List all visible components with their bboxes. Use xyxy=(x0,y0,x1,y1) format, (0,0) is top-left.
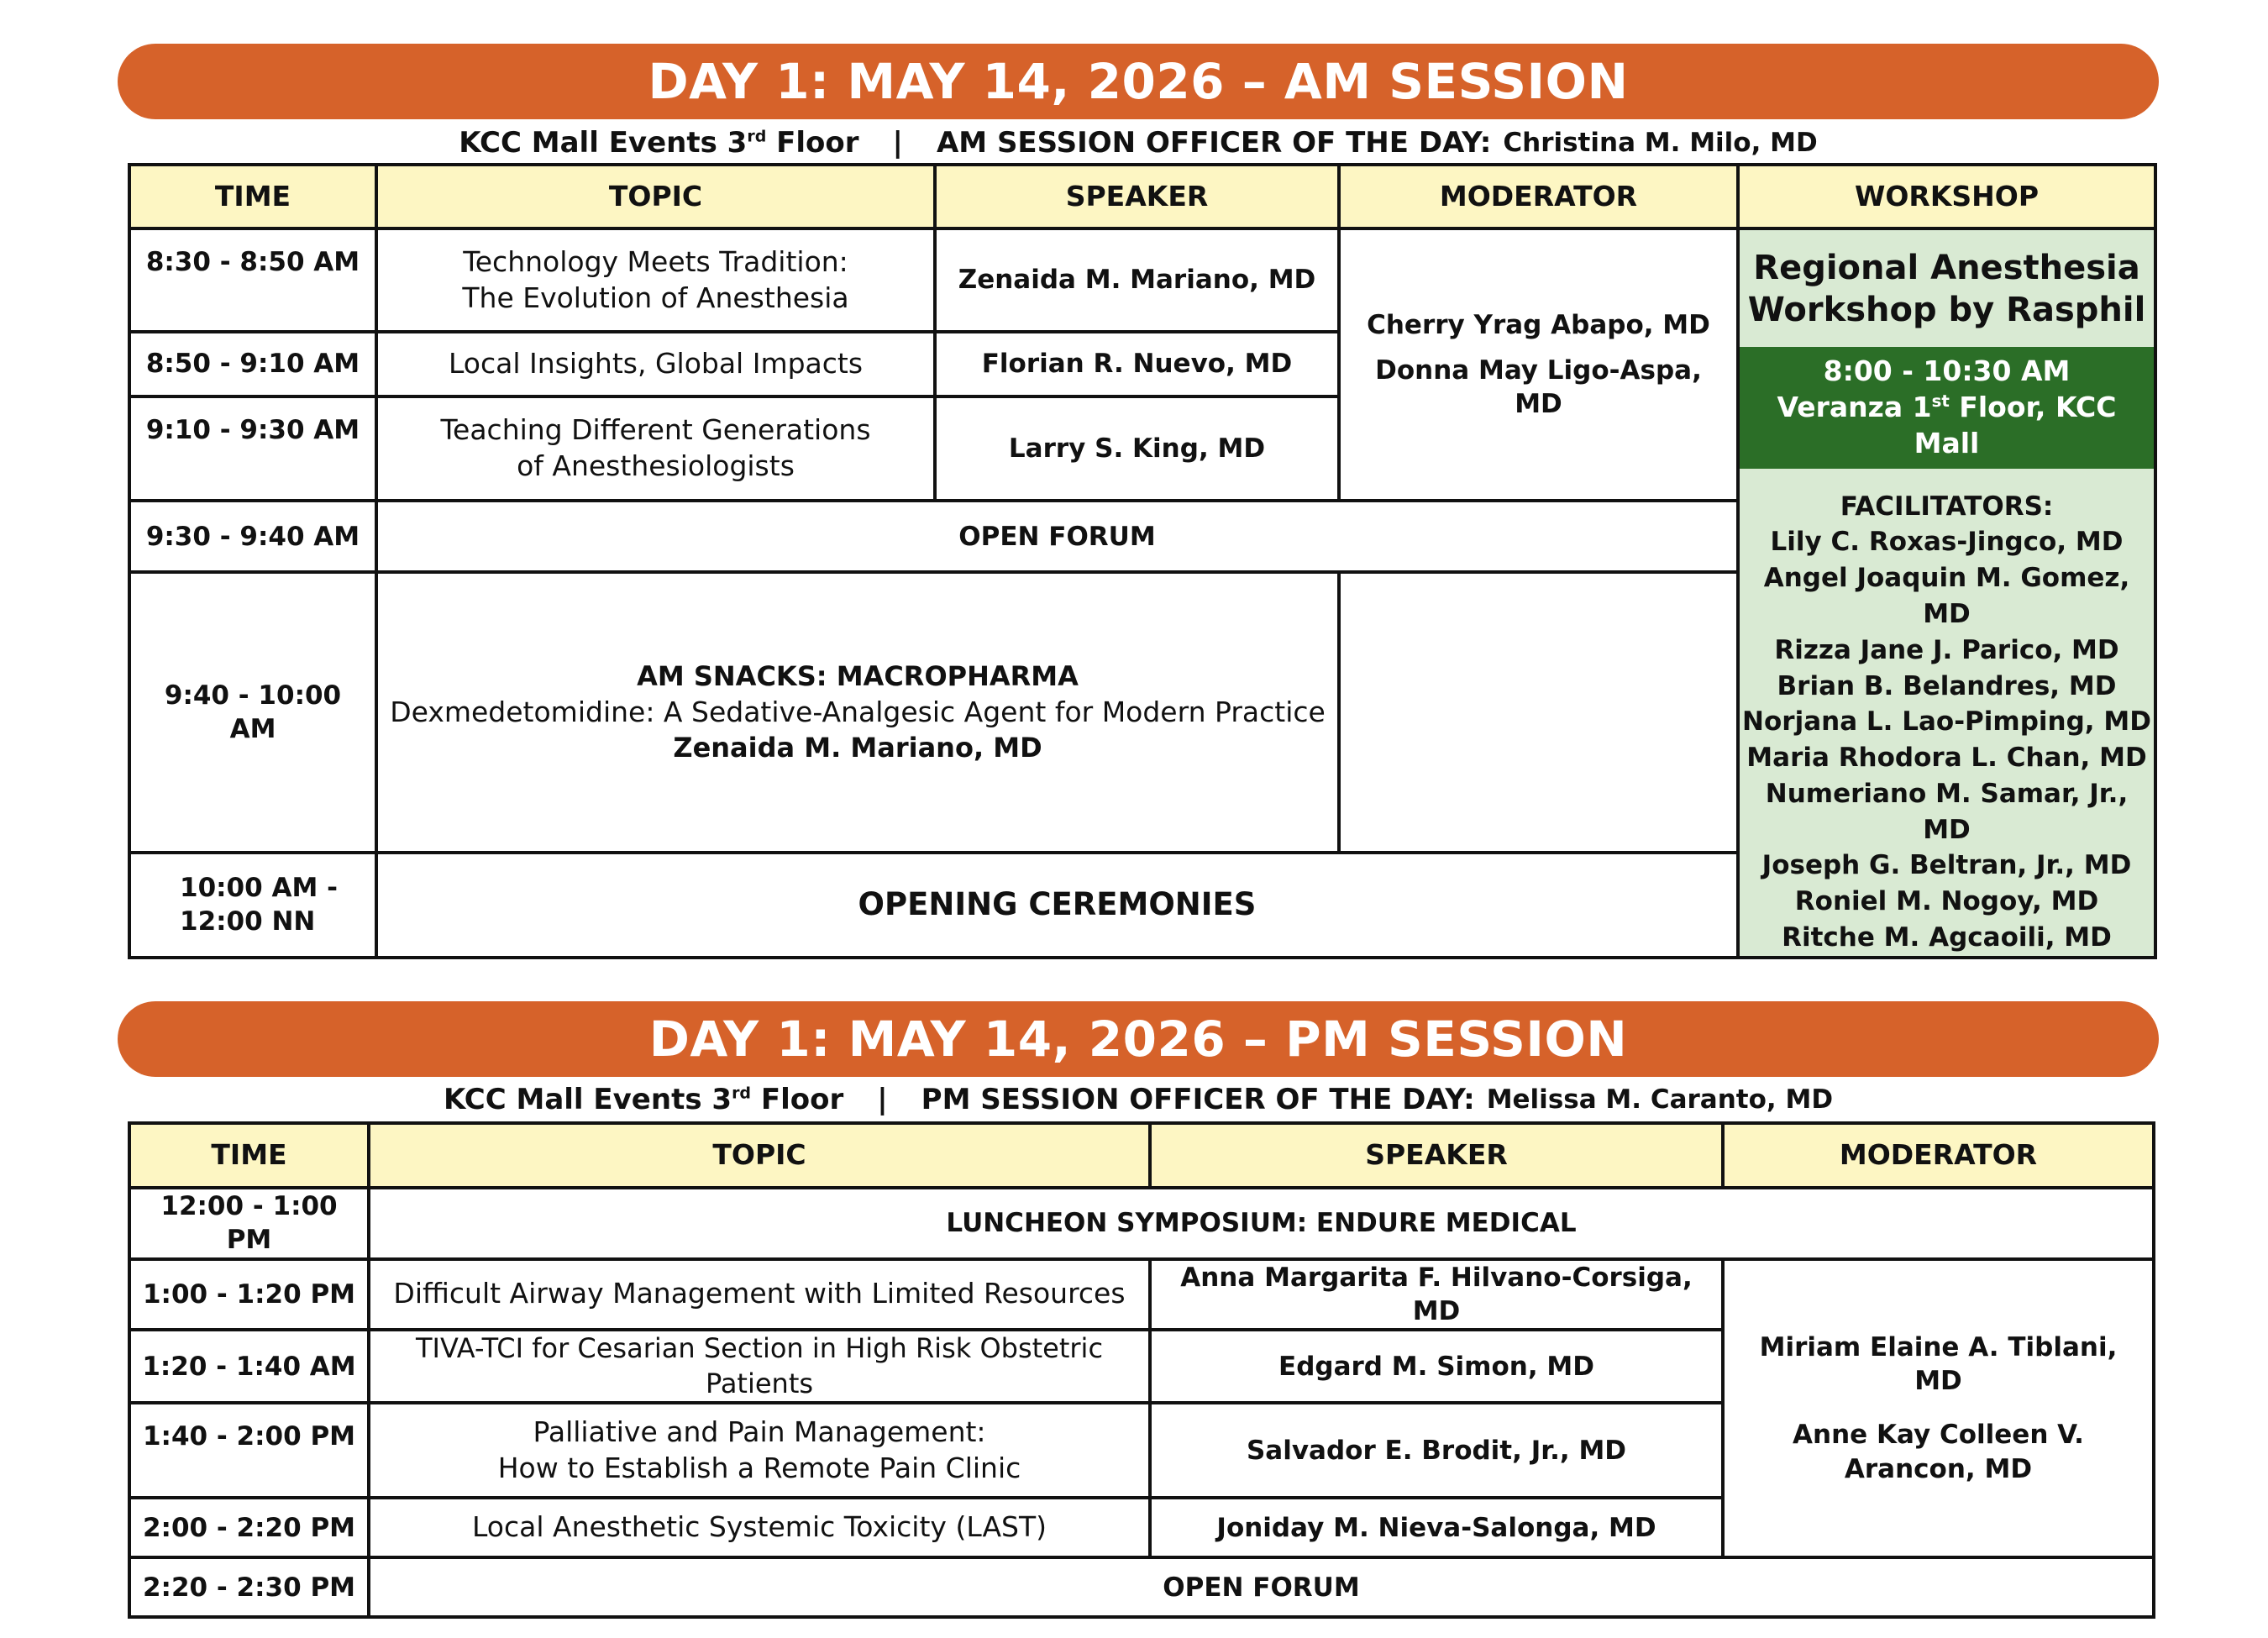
am-snacks-cell xyxy=(376,572,1339,853)
pm-row-6-time: 2:20 - 2:30 PM xyxy=(129,1557,369,1617)
facilitator: Maria Rhodora L. Chan, MD xyxy=(1746,743,2147,774)
am-header-time: TIME xyxy=(129,165,376,228)
pm-row-4-speaker: Salvador E. Brodit, Jr., MD xyxy=(1150,1403,1723,1498)
pm-header-speaker: SPEAKER xyxy=(1150,1123,1723,1188)
pm-row-2-topic: Difficult Airway Management with Limited Resources xyxy=(369,1259,1150,1331)
pm-row-3-speaker: Edgard M. Simon, MD xyxy=(1150,1330,1723,1403)
am-row-2-time: 8:50 - 9:10 AM xyxy=(129,332,376,396)
am-snacks-title: AM SNACKS: MACROPHARMA xyxy=(637,660,1079,693)
pm-luncheon-symposium: LUNCHEON SYMPOSIUM: ENDURE MEDICAL xyxy=(369,1188,2154,1259)
am-row-4-time: 9:30 - 9:40 AM xyxy=(129,501,376,572)
pm-session-banner: DAY 1: MAY 14, 2026 – PM SESSION xyxy=(118,1001,2159,1077)
pm-header-topic: TOPIC xyxy=(369,1123,1150,1188)
facilitator: Rizza Jane J. Parico, MD xyxy=(1774,634,2119,665)
facilitator: Lily C. Roxas-Jingco, MD xyxy=(1770,527,2124,558)
am-header-moderator: MODERATOR xyxy=(1339,165,1738,228)
am-row-1-speaker: Zenaida M. Mariano, MD xyxy=(935,228,1339,332)
am-moderators: Cherry Yrag Abapo, MD Donna May Ligo-Aspa, MD xyxy=(1339,228,1738,501)
am-session-subtitle xyxy=(118,123,2159,163)
pm-row-1-time: 12:00 - 1:00 PM xyxy=(129,1188,369,1259)
pm-row-5-speaker: Joniday M. Nieva-Salonga, MD xyxy=(1150,1498,1723,1557)
am-header-workshop: WORKSHOP xyxy=(1738,165,2155,228)
am-venue: KCC Mall Events 3rd Floor xyxy=(459,126,859,160)
am-row-3-speaker: Larry S. King, MD xyxy=(935,396,1339,501)
pm-row-5-time: 2:00 - 2:20 PM xyxy=(129,1498,369,1557)
pm-header-moderator: MODERATOR xyxy=(1723,1123,2154,1188)
am-session-banner: DAY 1: MAY 14, 2026 – AM SESSION xyxy=(118,44,2159,119)
pm-session-subtitle xyxy=(118,1079,2159,1120)
pm-schedule-table xyxy=(128,1121,2155,1619)
am-header-speaker: SPEAKER xyxy=(935,165,1339,228)
am-officer-label: AM SESSION OFFICER OF THE DAY: xyxy=(936,126,1492,160)
facilitator: Numeriano M. Samar, Jr., MD xyxy=(1765,778,2129,845)
am-officer-name: Christina M. Milo, MD xyxy=(1503,128,1818,158)
pm-row-5-topic: Local Anesthetic Systemic Toxicity (LAST) xyxy=(369,1498,1150,1557)
am-header-topic: TOPIC xyxy=(376,165,935,228)
workshop-panel xyxy=(1738,228,2155,958)
am-empty-moderator-cell xyxy=(1339,572,1738,853)
facilitator: Roniel M. Nogoy, MD xyxy=(1794,886,2099,917)
pm-officer-label: PM SESSION OFFICER OF THE DAY: xyxy=(921,1083,1475,1116)
am-row-2-speaker: Florian R. Nuevo, MD xyxy=(935,332,1339,396)
pm-venue: KCC Mall Events 3rd Floor xyxy=(443,1083,844,1116)
pm-row-3-topic: TIVA-TCI for Cesarian Section in High Risk Obstetric Patients xyxy=(369,1330,1150,1403)
am-row-5-time: 9:40 - 10:00 AM xyxy=(129,572,376,853)
pm-row-2-time: 1:00 - 1:20 PM xyxy=(129,1259,369,1331)
facilitator: Brian B. Belandres, MD xyxy=(1777,670,2117,701)
facilitators-label: FACILITATORS: xyxy=(1840,491,2054,522)
am-opening-ceremonies: OPENING CEREMONIES xyxy=(376,853,1738,957)
facilitator: Ritche M. Agcaoili, MD xyxy=(1782,921,2112,953)
workshop-time-venue: 8:00 - 10:30 AM Veranza 1st Floor, KCC Mall xyxy=(1740,347,2154,469)
facilitator: Joseph G. Beltran, Jr., MD xyxy=(1761,850,2132,881)
am-row-1-topic: Technology Meets Tradition: The Evolution of Anesthesia xyxy=(376,228,935,332)
am-snacks-speaker: Zenaida M. Mariano, MD xyxy=(673,731,1042,764)
facilitator: Norjana L. Lao-Pimping, MD xyxy=(1742,706,2151,738)
pm-separator: | xyxy=(877,1083,888,1116)
workshop-facilitators xyxy=(1740,469,2154,956)
am-row-3-time: 9:10 - 9:30 AM xyxy=(129,396,376,501)
pm-row-4-topic: Palliative and Pain Management: How to Establish a Remote Pain Clinic xyxy=(369,1403,1150,1498)
am-row-1-time: 8:30 - 8:50 AM xyxy=(129,228,376,332)
pm-row-4-time: 1:40 - 2:00 PM xyxy=(129,1403,369,1498)
am-snacks-topic: Dexmedetomidine: A Sedative-Analgesic Agent for Modern Practice xyxy=(390,695,1326,728)
am-row-3-topic: Teaching Different Generations of Anesthesiologists xyxy=(376,396,935,501)
pm-header-time: TIME xyxy=(129,1123,369,1188)
pm-row-3-time: 1:20 - 1:40 AM xyxy=(129,1330,369,1403)
am-open-forum: OPEN FORUM xyxy=(376,501,1738,572)
am-schedule-table xyxy=(128,163,2157,959)
facilitator: Angel Joaquin M. Gomez, MD xyxy=(1763,563,2130,629)
am-separator: | xyxy=(892,126,903,160)
pm-open-forum: OPEN FORUM xyxy=(369,1557,2154,1617)
pm-moderators: Miriam Elaine A. Tiblani, MD Anne Kay Colleen V. Arancon, MD xyxy=(1723,1259,2154,1558)
am-row-2-topic: Local Insights, Global Impacts xyxy=(376,332,935,396)
pm-row-2-speaker: Anna Margarita F. Hilvano-Corsiga, MD xyxy=(1150,1259,1723,1331)
pm-officer-name: Melissa M. Caranto, MD xyxy=(1486,1084,1834,1115)
workshop-title: Regional Anesthesia Workshop by Rasphil xyxy=(1747,248,2146,329)
am-row-6-time: 10:00 AM - 12:00 NN xyxy=(129,853,376,957)
